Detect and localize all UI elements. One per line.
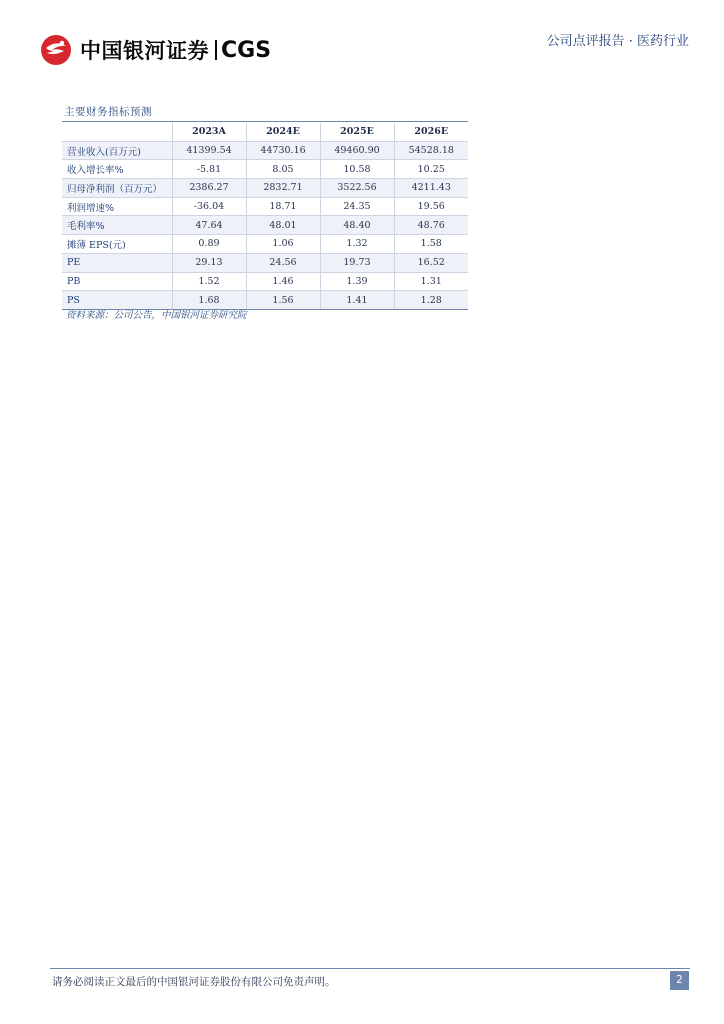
table-cell: 44730.16 [246,141,320,160]
row-label: 摊薄 EPS(元) [62,235,172,254]
table-row [62,253,468,272]
table-cell: 1.32 [320,235,394,254]
table-cell: 48.01 [246,216,320,235]
column-header: 2026E [394,123,468,141]
table-cell: 1.46 [246,272,320,291]
table-cell: 54528.18 [394,141,468,160]
table-cell: 1.68 [172,291,246,310]
table-cell: 41399.54 [172,141,246,160]
column-header: 2025E [320,123,394,141]
row-label: 收入增长率% [62,160,172,179]
column-header: 2024E [246,123,320,141]
table-cell: 1.39 [320,272,394,291]
table-row [62,197,468,216]
table-cell: 1.28 [394,291,468,310]
table-cell: 0.89 [172,235,246,254]
table-row [62,235,468,254]
row-label: PB [62,272,172,291]
table-cell: 3522.56 [320,179,394,198]
table-cell: 49460.90 [320,141,394,160]
table-row [62,179,468,198]
brand-name-en: CGS [221,37,272,63]
financial-forecast-table [62,123,468,310]
cgs-logo [40,35,271,65]
page-header [0,0,724,80]
table-title: 主要财务指标预测 [64,106,152,118]
table-cell: -36.04 [172,197,246,216]
table-row [62,141,468,160]
table-source-note: 资料来源：公司公告，中国银河证券研究院 [66,310,247,321]
table-cell: 2832.71 [246,179,320,198]
row-label: 利润增速% [62,197,172,216]
brand-name-cn: 中国银河证券 [80,39,209,63]
report-type: 公司点评报告 · 医药行业 [546,34,689,49]
row-label: PS [62,291,172,310]
brand-separator [215,40,217,60]
table-cell: 10.25 [394,160,468,179]
table-cell: 29.13 [172,253,246,272]
table-cell: 10.58 [320,160,394,179]
cgs-logo-icon [40,34,72,66]
table-cell: -5.81 [172,160,246,179]
column-header: 2023A [172,123,246,141]
table-row [62,160,468,179]
page-number: 2 [670,971,689,990]
table-cell: 1.56 [246,291,320,310]
footer-disclaimer: 请务必阅读正文最后的中国银河证券股份有限公司免责声明。 [52,976,336,988]
footer-rule [50,968,690,969]
table-cell: 1.06 [246,235,320,254]
table-cell: 19.56 [394,197,468,216]
row-label: 毛利率% [62,216,172,235]
row-label: PE [62,253,172,272]
table-cell: 1.52 [172,272,246,291]
table-cell: 1.41 [320,291,394,310]
table-cell: 1.58 [394,235,468,254]
table-row [62,272,468,291]
column-header [62,123,172,141]
table-cell: 48.40 [320,216,394,235]
table-cell: 2386.27 [172,179,246,198]
row-label: 营业收入(百万元) [62,141,172,160]
title-rule [62,121,468,122]
table-cell: 47.64 [172,216,246,235]
table-cell: 48.76 [394,216,468,235]
table-cell: 1.31 [394,272,468,291]
table-cell: 4211.43 [394,179,468,198]
table-cell: 8.05 [246,160,320,179]
table-cell: 24.56 [246,253,320,272]
table-cell: 19.73 [320,253,394,272]
table-row [62,216,468,235]
table-cell: 16.52 [394,253,468,272]
row-label: 归母净利润（百万元） [62,179,172,198]
table-header-row [62,123,468,141]
table-cell: 24.35 [320,197,394,216]
table-cell: 18.71 [246,197,320,216]
